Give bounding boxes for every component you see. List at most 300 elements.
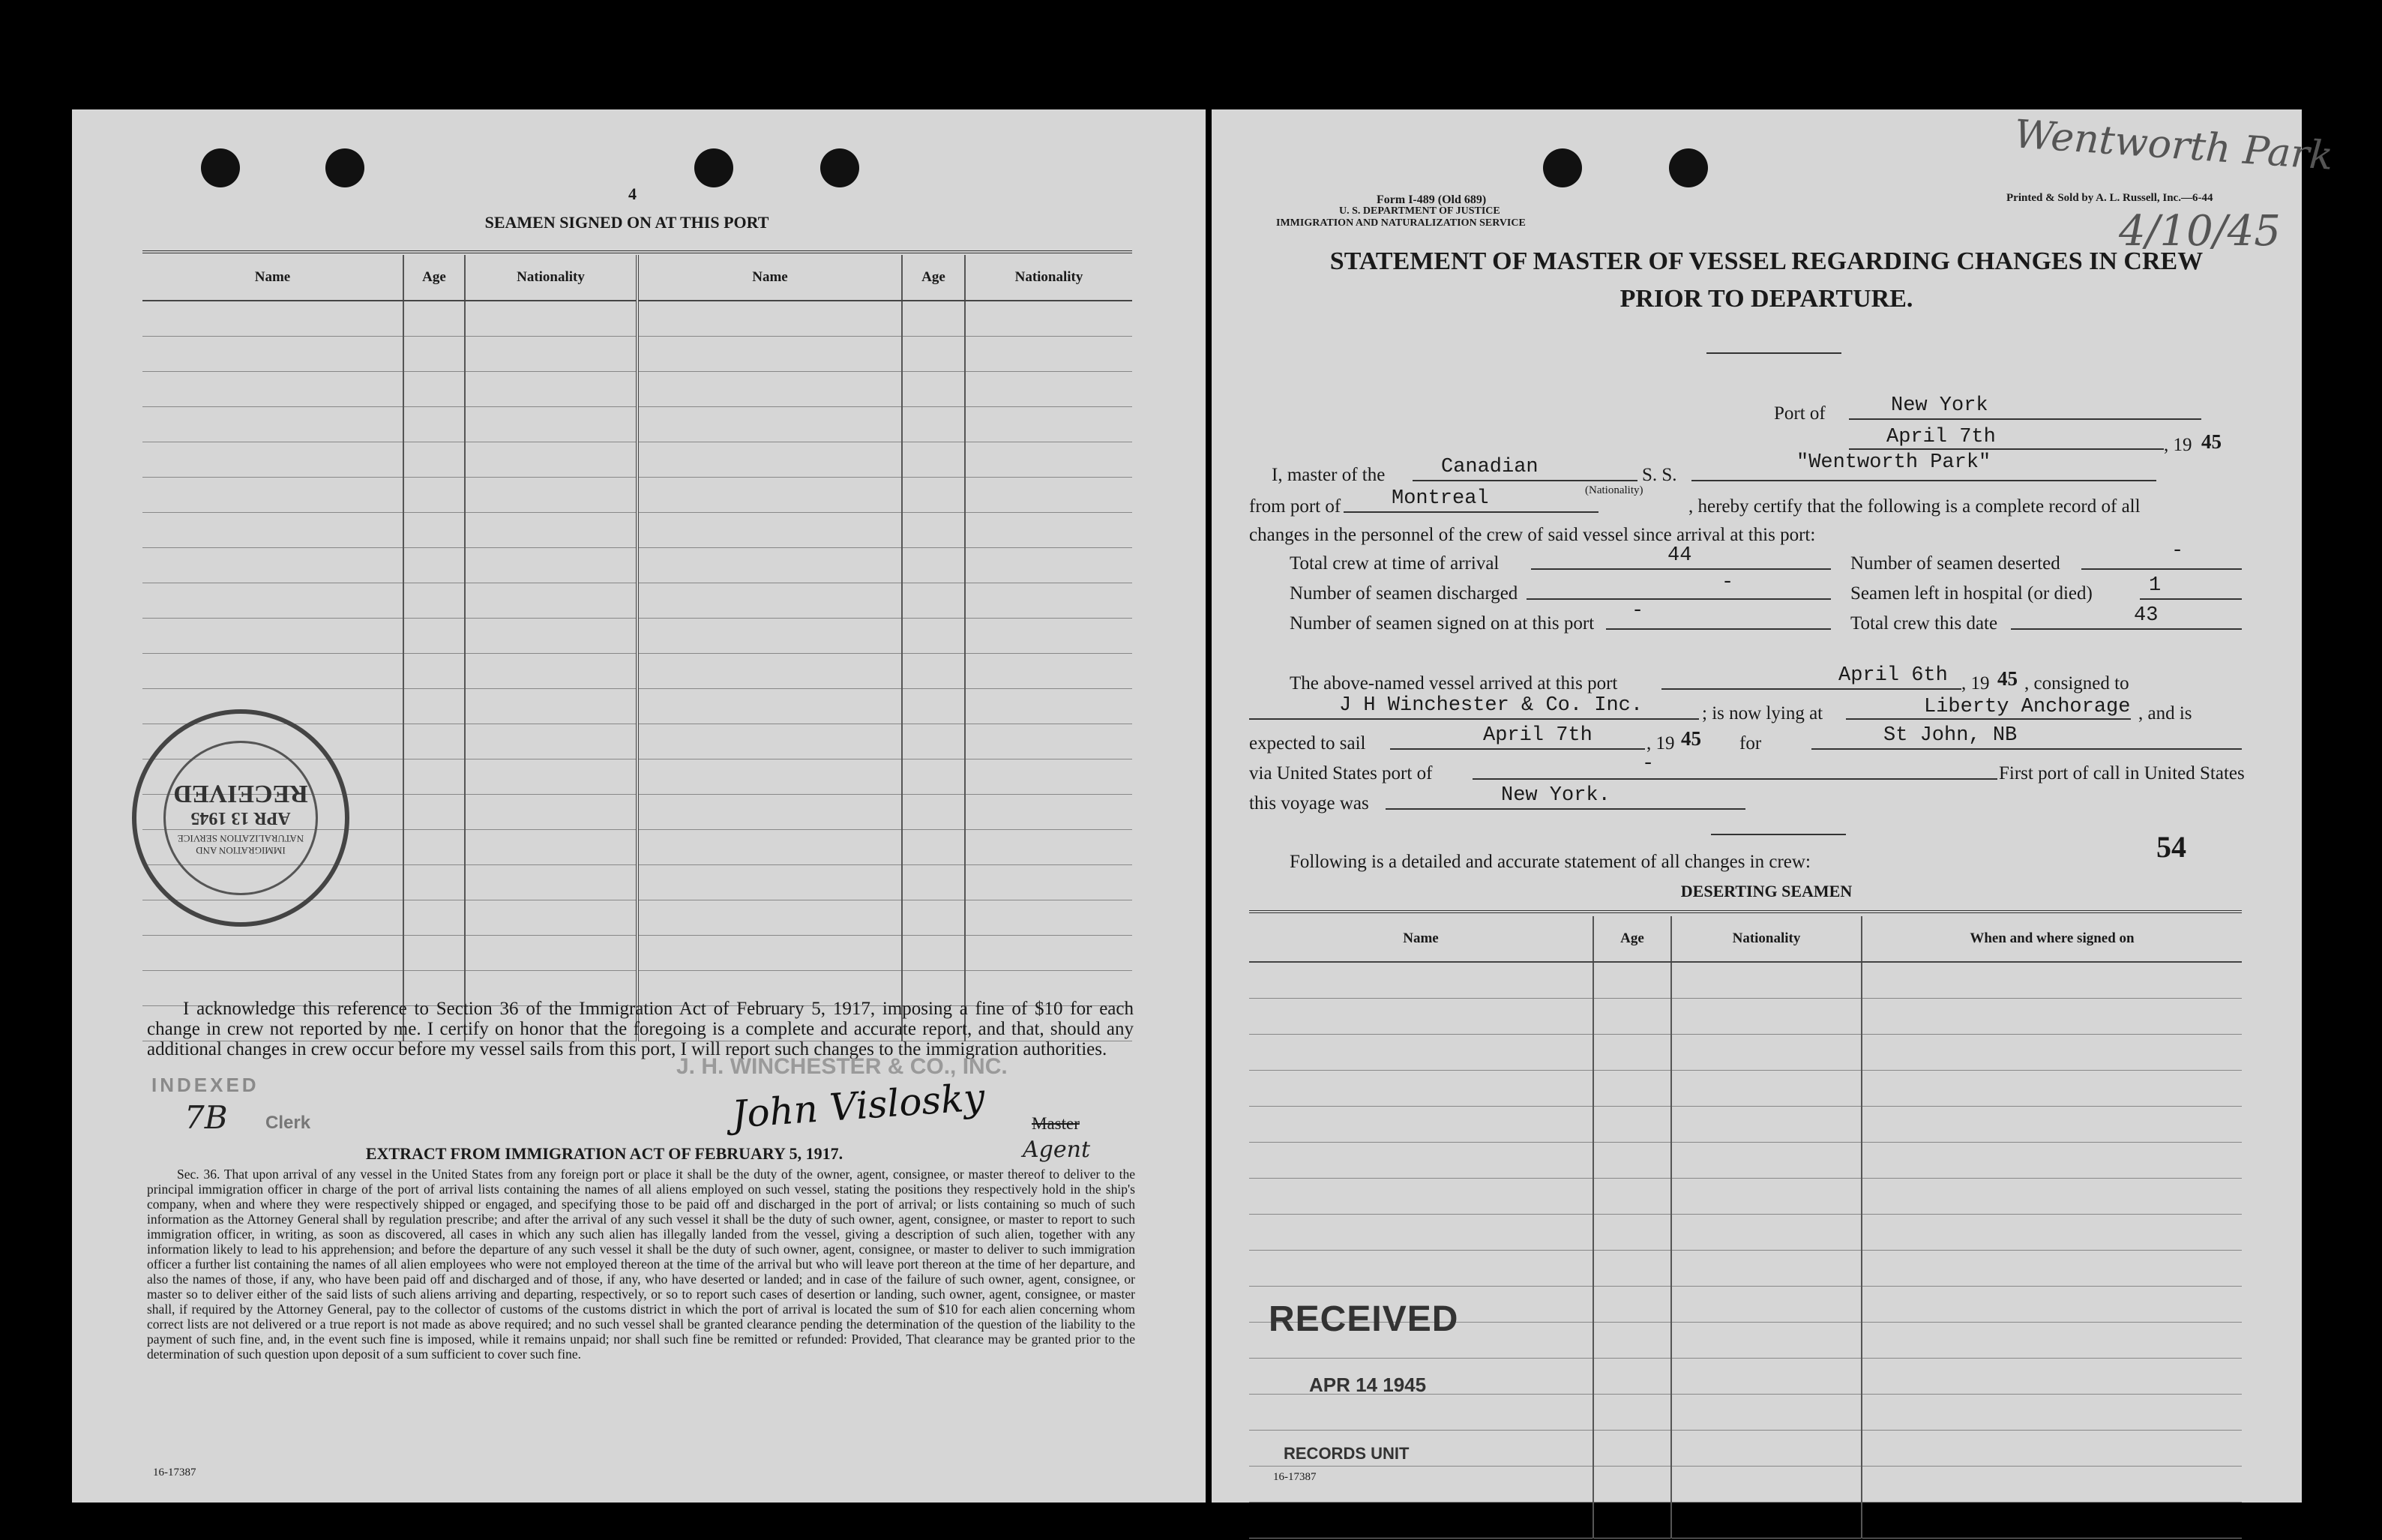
table-cell — [403, 337, 465, 372]
table-cell — [142, 407, 403, 442]
table-cell — [1862, 1503, 2242, 1539]
table-cell — [637, 619, 902, 654]
table-cell — [965, 583, 1132, 619]
table-cell — [965, 337, 1132, 372]
table-cell — [965, 619, 1132, 654]
table-cell — [465, 689, 637, 724]
table-row — [142, 407, 1132, 442]
handwritten-date: 4/10/45 — [2119, 207, 2281, 256]
received-stamp-circular — [132, 709, 349, 927]
table-cell — [403, 619, 465, 654]
table-cell — [1862, 1251, 2242, 1287]
table-cell — [902, 724, 965, 760]
table-cell — [965, 407, 1132, 442]
table-cell — [637, 724, 902, 760]
consignee-value: J H Winchester & Co. Inc. — [1339, 694, 1643, 717]
table-row — [1249, 999, 2242, 1035]
table-cell — [1593, 1215, 1671, 1251]
table-cell — [1862, 1107, 2242, 1143]
table-cell — [465, 301, 637, 337]
table-cell — [142, 301, 403, 337]
via-label: via United States port of — [1249, 763, 1433, 783]
table-row — [1249, 1071, 2242, 1107]
nationality-underline — [1413, 480, 1637, 481]
table-cell — [1671, 962, 1862, 999]
table-cell — [403, 830, 465, 865]
table-cell — [1862, 1395, 2242, 1431]
table-cell — [1593, 1431, 1671, 1467]
table-cell — [902, 372, 965, 407]
table-cell — [902, 619, 965, 654]
table-cell — [1593, 1143, 1671, 1179]
table-cell — [1862, 1215, 2242, 1251]
table-cell — [965, 372, 1132, 407]
hospital-value: 1 — [2149, 574, 2162, 597]
table-cell — [637, 900, 902, 936]
table-cell — [142, 372, 403, 407]
table-cell — [637, 513, 902, 548]
total-arrival-label: Total crew at time of arrival — [1290, 553, 1500, 574]
column-header: Nationality — [965, 255, 1132, 301]
form-number: Form I-489 (Old 689) — [1377, 193, 1487, 206]
stamp-agency: IMMIGRATION AND NATURALIZATION SERVICE — [177, 833, 304, 857]
via-underline — [1473, 778, 1997, 780]
table-cell — [403, 442, 465, 478]
table-cell — [965, 865, 1132, 900]
port-value: New York — [1891, 394, 1988, 417]
table-cell — [465, 372, 637, 407]
from-port-value: Montreal — [1392, 487, 1489, 510]
deserting-title: DESERTING SEAMEN — [1680, 882, 1853, 900]
received-stamp: RECEIVED — [1269, 1299, 1459, 1339]
table-cell — [637, 654, 902, 689]
table-cell — [142, 936, 403, 971]
form-title-line1: STATEMENT OF MASTER OF VESSEL REGARDING CHANGES IN CREW — [1329, 247, 2204, 275]
table-cell — [465, 337, 637, 372]
table-cell — [142, 442, 403, 478]
records-unit: RECORDS UNIT — [1284, 1444, 1410, 1463]
table-row — [142, 513, 1132, 548]
stamp-date: APR 13 1945 — [190, 808, 291, 828]
table-cell — [1593, 1395, 1671, 1431]
signed-on-label: Number of seamen signed on at this port — [1290, 613, 1595, 634]
changes-text: changes in the personnel of the crew of said vessel since arrival at this port: — [1249, 525, 1816, 545]
table-row — [142, 337, 1132, 372]
table-cell — [465, 407, 637, 442]
service: IMMIGRATION AND NATURALIZATION SERVICE — [1276, 217, 1526, 229]
table-cell — [1593, 1359, 1671, 1395]
table-cell — [1671, 1107, 1862, 1143]
table-cell — [403, 936, 465, 971]
table-cell — [1862, 1035, 2242, 1071]
table-cell — [142, 513, 403, 548]
table-cell — [1593, 1107, 1671, 1143]
table-cell — [403, 795, 465, 830]
table-cell — [1249, 1107, 1593, 1143]
table-cell — [965, 513, 1132, 548]
table-row — [1249, 1179, 2242, 1215]
table-cell — [465, 865, 637, 900]
table-cell — [1593, 999, 1671, 1035]
via-value: - — [1642, 753, 1655, 775]
table-cell — [902, 760, 965, 795]
table-cell — [465, 442, 637, 478]
table-cell — [902, 654, 965, 689]
column-header: Name — [1249, 916, 1593, 962]
signed-on-underline — [1606, 628, 1831, 630]
table-cell — [1862, 1143, 2242, 1179]
table-cell — [1671, 1323, 1862, 1359]
table-row — [142, 442, 1132, 478]
table-cell — [637, 407, 902, 442]
table-cell — [902, 900, 965, 936]
table-cell — [637, 301, 902, 337]
table-cell — [1671, 1287, 1862, 1323]
table-row — [142, 301, 1132, 337]
right-page — [1212, 109, 2335, 1503]
handwritten-ship: Wentworth Park — [2012, 112, 2335, 179]
number-54: 54 — [2156, 830, 2186, 864]
table-cell — [1593, 1287, 1671, 1323]
table-row — [1249, 1143, 2242, 1179]
table-row — [142, 478, 1132, 513]
deserting-top-rule — [1249, 910, 2242, 913]
arrived-date: April 6th — [1838, 664, 1948, 687]
table-cell — [1249, 1395, 1593, 1431]
table-cell — [902, 301, 965, 337]
table-cell — [1671, 1395, 1862, 1431]
destination-value: St John, NB — [1883, 724, 2018, 747]
table-cell — [902, 830, 965, 865]
table-row — [1249, 1467, 2242, 1503]
table-cell — [465, 478, 637, 513]
deserted-label: Number of seamen deserted — [1850, 553, 2060, 574]
table-cell — [1671, 1251, 1862, 1287]
table-cell — [142, 619, 403, 654]
table-cell — [965, 936, 1132, 971]
table-cell — [403, 865, 465, 900]
table-cell — [1671, 999, 1862, 1035]
table-cell — [637, 548, 902, 583]
column-header: Age — [902, 255, 965, 301]
table-cell — [1671, 1071, 1862, 1107]
date-underline — [1849, 448, 2164, 450]
table-cell — [637, 760, 902, 795]
master-label: Master — [1032, 1114, 1080, 1133]
table-cell — [465, 760, 637, 795]
vessel-underline — [1691, 480, 2156, 481]
table-row — [142, 583, 1132, 619]
table-cell — [637, 583, 902, 619]
expected-underline — [1390, 748, 1645, 750]
expected-date: April 7th — [1483, 724, 1592, 747]
table-cell — [637, 372, 902, 407]
column-header: Age — [403, 255, 465, 301]
table-cell — [142, 337, 403, 372]
page-number: 4 — [628, 184, 637, 203]
table-cell — [1671, 1143, 1862, 1179]
acknowledgement-text: I acknowledge this reference to Section 36 of the Immigration Act of February 5, 1917, imposing a fine of $10 for each change in crew not reported by me. I certify on honor that the foregoing is a complete and accurate report, and that, should any additional changes in crew occur before my vessel sails from this port, I will report such changes to the immigration authorities. — [147, 999, 1134, 1059]
table-cell — [902, 478, 965, 513]
table-cell — [142, 583, 403, 619]
table-row — [1249, 962, 2242, 999]
table-cell — [403, 583, 465, 619]
table-cell — [1249, 1503, 1593, 1539]
punch-hole — [325, 148, 364, 187]
table-cell — [465, 654, 637, 689]
table-cell — [1862, 1323, 2242, 1359]
table-cell — [1671, 1467, 1862, 1503]
table-cell — [1862, 1431, 2242, 1467]
table-cell — [403, 478, 465, 513]
lying-label: ; is now lying at — [1702, 703, 1823, 724]
form-code: 16-17387 — [153, 1467, 196, 1479]
table-row — [1249, 1035, 2242, 1071]
table-cell — [403, 654, 465, 689]
table-cell — [1593, 962, 1671, 999]
table-cell — [1249, 1251, 1593, 1287]
table-cell — [465, 583, 637, 619]
extract-title: EXTRACT FROM IMMIGRATION ACT OF FEBRUARY 5, 1917. — [365, 1144, 843, 1163]
table-cell — [1593, 1179, 1671, 1215]
table-cell — [965, 830, 1132, 865]
table-cell — [637, 442, 902, 478]
table-cell — [902, 583, 965, 619]
table-cell — [1862, 999, 2242, 1035]
table-row — [142, 619, 1132, 654]
from-port-underline — [1344, 511, 1598, 513]
port-underline — [1849, 418, 2201, 420]
and-is-label: , and is — [2138, 703, 2192, 724]
voyage-label: this voyage was — [1249, 793, 1369, 813]
hospital-underline — [2140, 598, 2242, 600]
table-cell — [403, 689, 465, 724]
table-cell — [1862, 1071, 2242, 1107]
for-label: for — [1739, 733, 1762, 754]
hospital-label: Seamen left in hospital (or died) — [1850, 583, 2093, 604]
column-header: Nationality — [465, 255, 637, 301]
table-cell — [965, 795, 1132, 830]
table-cell — [1862, 962, 2242, 999]
table-cell — [142, 654, 403, 689]
table-cell — [403, 513, 465, 548]
table-cell — [965, 548, 1132, 583]
table-cell — [403, 301, 465, 337]
column-header: Nationality — [1671, 916, 1862, 962]
signed-on-value: - — [1631, 600, 1644, 622]
table-cell — [902, 936, 965, 971]
discharged-label: Number of seamen discharged — [1290, 583, 1518, 604]
table-cell — [403, 407, 465, 442]
destination-underline — [1811, 748, 2242, 750]
stamp-label: RECEIVED — [173, 780, 308, 808]
table-cell — [465, 936, 637, 971]
table-cell — [902, 513, 965, 548]
nationality-caption: (Nationality) — [1585, 484, 1643, 496]
table-cell — [637, 337, 902, 372]
expected-year: 45 — [1681, 727, 1701, 750]
arrived-year: 45 — [1997, 667, 2018, 690]
table-cell — [465, 724, 637, 760]
table-row — [142, 548, 1132, 583]
table-cell — [637, 478, 902, 513]
table-cell — [637, 795, 902, 830]
year-value: 45 — [2201, 430, 2222, 453]
table-cell — [965, 760, 1132, 795]
table-cell — [1862, 1179, 2242, 1215]
received-date: APR 14 1945 — [1309, 1374, 1427, 1396]
table-cell — [1249, 1035, 1593, 1071]
table-cell — [902, 795, 965, 830]
table-cell — [902, 548, 965, 583]
form-code: 16-17387 — [1273, 1471, 1317, 1483]
title-rule — [1706, 352, 1841, 354]
table-cell — [1249, 999, 1593, 1035]
total-arrival-underline — [1531, 568, 1831, 570]
table-cell — [1593, 1323, 1671, 1359]
table-cell — [965, 689, 1132, 724]
table-cell — [1862, 1287, 2242, 1323]
certify-text: , hereby certify that the following is a complete record of all — [1688, 496, 2141, 517]
deserted-value: - — [2171, 540, 2184, 562]
table-cell — [1862, 1359, 2242, 1395]
table-cell — [465, 830, 637, 865]
following-text: Following is a detailed and accurate statement of all changes in crew: — [1290, 852, 1811, 872]
table-cell — [142, 478, 403, 513]
column-header: When and where signed on — [1862, 916, 2242, 962]
table-header-row — [142, 255, 1132, 301]
table-cell — [465, 619, 637, 654]
punch-hole — [1543, 148, 1582, 187]
table-cell — [965, 442, 1132, 478]
table-cell — [637, 689, 902, 724]
section-rule — [1711, 834, 1846, 835]
lying-value: Liberty Anchorage — [1924, 696, 2131, 718]
punch-hole — [201, 148, 240, 187]
table-cell — [1593, 1251, 1671, 1287]
form-title-line2: PRIOR TO DEPARTURE. — [1619, 285, 1913, 313]
discharged-value: - — [1721, 571, 1734, 594]
table-cell — [637, 865, 902, 900]
printer-credit: Printed & Sold by A. L. Russell, Inc.—6-44 — [2006, 192, 2213, 204]
table-row — [142, 654, 1132, 689]
table-cell — [403, 900, 465, 936]
total-arrival-value: 44 — [1667, 544, 1692, 567]
punch-hole — [820, 148, 859, 187]
table-row — [1249, 1395, 2242, 1431]
table-row — [1249, 1503, 2242, 1539]
ss-label: S. S. — [1642, 465, 1677, 485]
total-date-value: 43 — [2134, 604, 2159, 627]
date-value: April 7th — [1886, 426, 1996, 448]
table-cell — [1593, 1467, 1671, 1503]
table-cell — [1862, 1467, 2242, 1503]
indexed-stamp: INDEXED — [151, 1074, 259, 1096]
arrived-year-prefix: , 19 — [1961, 673, 1990, 694]
year-prefix: , 19 — [2164, 435, 2192, 455]
table-cell — [902, 442, 965, 478]
clerk-initials: 7B — [184, 1099, 228, 1136]
from-port-label: from port of — [1249, 496, 1341, 517]
table-cell — [1671, 1359, 1862, 1395]
table-cell — [1249, 1071, 1593, 1107]
table-cell — [1249, 962, 1593, 999]
table-cell — [1671, 1431, 1862, 1467]
page-title: SEAMEN SIGNED ON AT THIS PORT — [484, 213, 769, 232]
table-cell — [965, 301, 1132, 337]
table-cell — [403, 548, 465, 583]
table-row — [1249, 1215, 2242, 1251]
expected-year-prefix: , 19 — [1646, 733, 1675, 754]
table-cell — [637, 830, 902, 865]
table-cell — [403, 724, 465, 760]
table-cell — [902, 865, 965, 900]
table-cell — [465, 900, 637, 936]
table-top-rule — [142, 250, 1132, 253]
master-of-label: I, master of the — [1272, 465, 1386, 485]
table-cell — [1593, 1035, 1671, 1071]
punch-hole — [694, 148, 733, 187]
consigned-label: , consigned to — [2024, 673, 2129, 694]
expected-label: expected to sail — [1249, 733, 1366, 754]
lying-underline — [1846, 718, 2131, 720]
table-cell — [1593, 1071, 1671, 1107]
nationality-value: Canadian — [1441, 456, 1539, 478]
table-cell — [465, 548, 637, 583]
table-cell — [637, 936, 902, 971]
table-cell — [465, 795, 637, 830]
column-header: Name — [142, 255, 403, 301]
table-row — [1249, 1107, 2242, 1143]
clerk-label: Clerk — [265, 1113, 311, 1133]
table-cell — [902, 689, 965, 724]
table-cell — [1249, 1179, 1593, 1215]
table-cell — [1671, 1215, 1862, 1251]
table-cell — [902, 337, 965, 372]
extract-text: Sec. 36. That upon arrival of any vessel in the United States from any foreign port or place it shall be the duty of the owner, agent, consignee, or master thereof to deliver to the principal immigration officer in charge of the port of arrival lists containing the names of all aliens employed on such vessel, stating the positions they respectively hold in the ship's company, when and where they were respectively shipped or engaged, and specifying those to be paid off and discharged in the port of arrival; or lists containing so much of such information as the Attorney General shall by regulation prescribe; and after the arrival of any such vessel it shall be the duty of such owner, agent, consignee, or master to report to such immigration officer, in writing, as soon as discovered, all cases in which any such alien has illegally landed from the vessel, giving a description of such alien, together with any information likely to lead to his apprehension; and before the departure of any such vessel it shall be the duty of such owner, agent, consignee, or master to deliver to such immigration officer a further list containing the names of all alien employees who were not employed thereon at the time of the arrival but who will leave port thereon at the time of her departure, and also the names of those, if any, who have been paid off and discharged and of those, if any, who have deserted or landed; and in case of the failure of such owner, agent, consignee, or master so to deliver either of the said lists of such aliens arriving and departing, respectively, or so to report such cases of desertion or landing, such owner, agent, consignee, or master shall, if required by the Attorney General, pay to the collector of customs of the customs district in which the port of arrival is located the sum of $10 for each alien concerning whom correct lists are not delivered or a true report is not made as above required; and no such vessel shall be granted clearance pending the determination of the question of the liability to the payment of such fine, and, in the event such fine is imposed, while it remains unpaid; nor shall such fine be remitted or refunded: Provided, That clearance may be granted prior to the determination of such question upon deposit of a sum sufficient to cover such fine. — [147, 1167, 1135, 1362]
column-header: Age — [1593, 916, 1671, 962]
table-header-row — [1249, 916, 2242, 962]
table-cell — [965, 654, 1132, 689]
table-row — [142, 936, 1132, 971]
arrived-label: The above-named vessel arrived at this port — [1290, 673, 1618, 694]
arrived-underline — [1661, 688, 1961, 690]
punch-hole — [1669, 148, 1708, 187]
master-signature: John Vislosky — [730, 1075, 987, 1137]
table-cell — [1249, 1215, 1593, 1251]
table-cell — [902, 407, 965, 442]
table-cell — [142, 548, 403, 583]
table-cell — [1671, 1179, 1862, 1215]
table-cell — [403, 372, 465, 407]
first-port-label: First port of call in United States — [1999, 763, 2245, 783]
table-cell — [965, 900, 1132, 936]
total-date-underline — [2011, 628, 2242, 630]
table-row — [142, 372, 1132, 407]
table-cell — [1249, 1143, 1593, 1179]
table-row — [1249, 1251, 2242, 1287]
left-page — [72, 109, 1206, 1503]
table-cell — [1593, 1503, 1671, 1539]
department: U. S. DEPARTMENT OF JUSTICE — [1339, 205, 1500, 217]
column-header: Name — [637, 255, 902, 301]
vessel-value: "Wentworth Park" — [1796, 451, 1991, 474]
port-label: Port of — [1774, 403, 1826, 424]
total-date-label: Total crew this date — [1850, 613, 1998, 634]
table-row — [142, 689, 1132, 724]
voyage-value: New York. — [1501, 784, 1610, 807]
voyage-underline — [1386, 808, 1745, 810]
